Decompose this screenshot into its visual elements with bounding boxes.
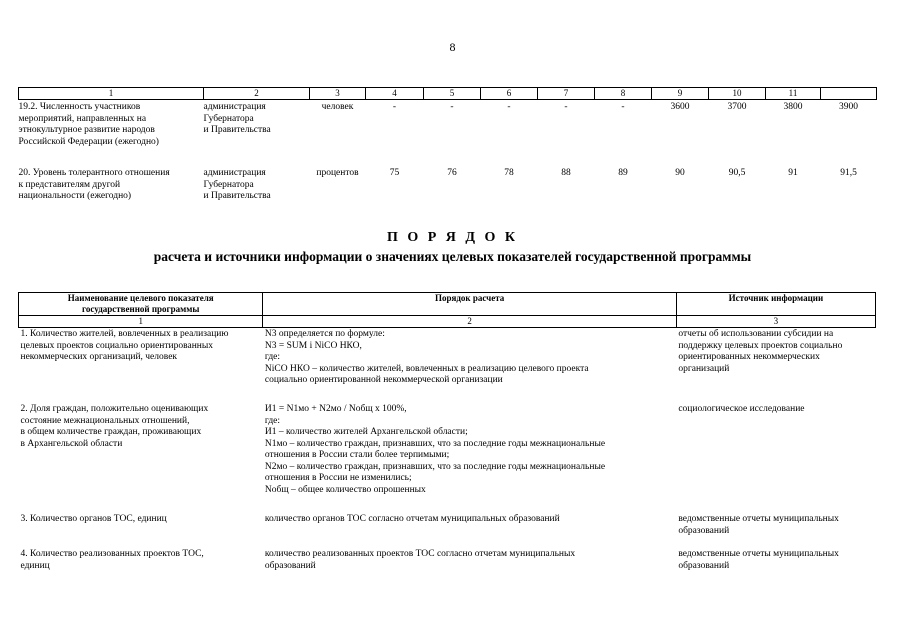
column-number: 3 [676, 316, 875, 328]
column-number: 8 [595, 88, 652, 100]
value-cell: - [450, 102, 454, 112]
value-cell: 88 [561, 168, 571, 178]
header-source: Источник информации [676, 293, 875, 316]
value-cell: 75 [389, 168, 400, 178]
table-row [19, 403, 876, 513]
calculation-method: количество органов ТОС согласно отчетам муниципальных образований [264, 514, 560, 524]
table-row [19, 168, 877, 208]
indicator-name: 2. Доля граждан, положительно оценивающих состояние межнациональных отношений, в общем количестве граждан, проживающих в Архангельской области [20, 404, 209, 449]
value-cell: 76 [447, 168, 457, 178]
value-cell: 91 [788, 168, 798, 178]
document-subheading: расчета и источники информации о значениях целевых показателей государственной программы [153, 249, 752, 264]
indicator-name: 19.2. Численность участников мероприятий, направленных на этнокультурное развитие народов Российской Федерации (ежегодно) [18, 102, 159, 147]
column-number: 2 [204, 88, 310, 100]
value-cell: 3600 [670, 102, 690, 112]
header-indicator: Наименование целевого показателя государственной программы [19, 293, 263, 316]
information-source: социологическое исследование [678, 404, 805, 414]
indicator-name: 1. Количество жителей, вовлеченных в реализацию целевых проектов социально ориентированных некоммерческих организаций, человек [20, 329, 229, 362]
value-cell: 3900 [839, 102, 858, 112]
indicator-name: 20. Уровень толерантного отношения к представителям другой национальности (ежегодно) [18, 168, 170, 201]
column-number: 3 [310, 88, 366, 100]
unit: процентов [316, 168, 359, 178]
information-source: отчеты об использовании субсидии на поддержку целевых проектов социально ориентированных некоммерческих организаций [678, 329, 843, 374]
header-row [19, 293, 876, 316]
calculation-method-table [18, 292, 876, 579]
column-number: 9 [652, 88, 709, 100]
calculation-method: количество реализованных проектов ТОС согласно отчетам муниципальных образований [264, 549, 576, 571]
column-number: 11 [766, 88, 821, 100]
header-method: Порядок расчета [263, 293, 676, 316]
value-cell: 78 [504, 168, 514, 178]
column-number: 4 [366, 88, 424, 100]
column-numbers-row [19, 316, 876, 328]
table-row [19, 328, 876, 404]
responsible-executor: администрация Губернатора и Правительства [203, 168, 271, 201]
column-number: 6 [481, 88, 538, 100]
calculation-method: N3 определяется по формуле: N3 = SUM i NiCO НКО, где: NiCO НКО – количество жителей, вовлеченных в реализацию целевого проекта социально ориентированной некоммерческой организации [264, 329, 589, 385]
value-cell: - [621, 102, 625, 112]
column-number: 1 [19, 88, 204, 100]
column-number: 7 [538, 88, 595, 100]
value-cell: 91,5 [840, 168, 857, 178]
table-row [19, 100, 877, 169]
column-number [821, 88, 877, 100]
value-cell: 89 [618, 168, 628, 178]
calculation-method: И1 = N1мо + N2мо / Nобщ х 100%, где: И1 – количество жителей Архангельской области; N1мо – количество граждан, признавших, что за последние годы межнациональные отношения в России стали более терпимыми; N2мо – количество граждан, признавших, что за последние годы межнациональные отношения в России не изменились; Nобщ – общее количество опрошенных [264, 404, 606, 495]
value-cell: - [392, 102, 397, 112]
information-source: ведомственные отчеты муниципальных образований [678, 549, 839, 571]
document-heading: П О Р Я Д О К [386, 230, 519, 245]
value-cell: - [564, 102, 568, 112]
column-number: 10 [709, 88, 766, 100]
column-number: 2 [263, 316, 676, 328]
value-cell: - [507, 102, 511, 112]
value-cell: 90 [675, 168, 685, 178]
indicator-name: 4. Количество реализованных проектов ТОС, единиц [20, 549, 204, 571]
value-cell: 3700 [727, 102, 747, 112]
column-numbers-row [19, 88, 877, 100]
value-cell: 90,5 [728, 168, 746, 178]
column-number: 5 [424, 88, 481, 100]
indicator-name: 3. Количество органов ТОС, единиц [20, 514, 167, 524]
page-number: 8 [449, 40, 456, 54]
table-row [19, 513, 876, 548]
indicators-table [18, 87, 877, 208]
information-source: ведомственные отчеты муниципальных образований [678, 514, 839, 536]
unit: человек [321, 102, 354, 112]
table-row [19, 548, 876, 579]
value-cell: 3800 [783, 102, 803, 112]
responsible-executor: администрация Губернатора и Правительства [203, 102, 271, 135]
column-number: 1 [19, 316, 263, 328]
